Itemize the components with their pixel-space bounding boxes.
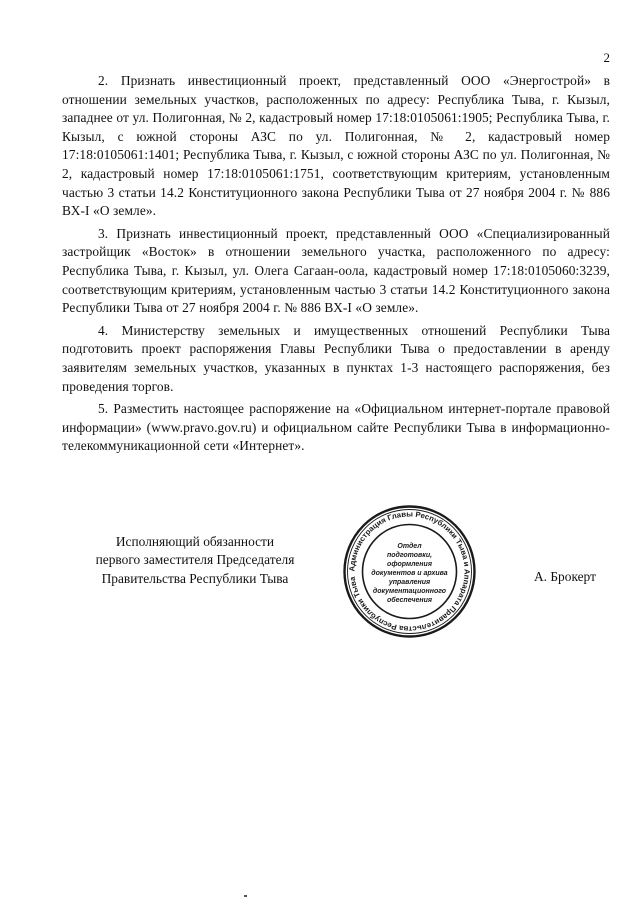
seal-inner-line: Отдел (397, 543, 422, 550)
page-number: 2 (603, 50, 610, 65)
seal-outer-text: Администрация Главы Республики Тыва и Аппарата Правительства Республики Тыва (347, 509, 472, 634)
signatory-title-line: первого заместителя Председателя (95, 552, 295, 568)
document-body (62, 72, 610, 460)
paragraph-5: 5. Разместить настоящее распоряжение на «Официальном интернет-портале правовой информации» (www.pravo.gov.ru) и официальном сайте Республики Тыва в информационно-телекоммуникационной сети «Интернет». (62, 401, 610, 454)
seal-inner-line: оформления (387, 561, 432, 568)
seal-inner-line: документационного (372, 588, 447, 595)
signatory-title-line: Правительства Республики Тыва (101, 570, 289, 586)
seal-inner-line: управления (388, 579, 431, 586)
official-seal (342, 504, 477, 639)
signer-name: А. Брокерт (534, 569, 596, 584)
paragraph-4: 4. Министерству земельных и имущественных отношений Республики Тыва подготовить проект распоряжения Главы Республики Тыва о предоставлении в аренду заявителям земельных участков, указанных в пунктах 1-3 настоящего распоряжения, без проведения торгов. (62, 322, 610, 394)
seal-inner-line: документов и архива (371, 570, 448, 577)
scan-speck (244, 895, 247, 897)
seal-inner-line: обеспечения (386, 597, 433, 604)
seal-inner-line: подготовки, (386, 552, 433, 559)
paragraph-2: 2. Признать инвестиционный проект, представленный ООО «Энергострой» в отношении земельных участков, расположенных по адресу: Республика Тыва, г. Кызыл, западнее от ул. Полигонная, № 2, кадастровый номер 17:18:0105061:1905; Республика Тыва, г. Кызыл, с южной стороны АЗС по ул. Полигонная, № 2, кадастровый номер 17:18:0105061:1401; Республика Тыва, г. Кызыл, с южной стороны АЗС по ул. Полигонная, № 2, кадастровый номер 17:18:0105061:1751, соответствующим критериям, установленным частью 3 статьи 14.2 Конституционного закона Республики Тыва от 27 ноября 2004 г. № 886 ВХ-I «О земле». (62, 73, 610, 219)
signatory-title (60, 533, 330, 588)
signatory-title-line: Исполняющий обязанности (115, 534, 275, 549)
paragraph-3: 3. Признать инвестиционный проект, представленный ООО «Специализированный застройщик «Восток» в отношении земельного участка, расположенного по адресу: Республика Тыва, г. Кызыл, ул. Олега Сагаан-оола, кадастровый номер 17:18:0105060:3239, соответствующим критериям, установленным частью 3 статьи 14.2 Конституционного закона Республики Тыва от 27 ноября 2004 г. № 886 ВХ-I «О земле». (62, 225, 610, 316)
